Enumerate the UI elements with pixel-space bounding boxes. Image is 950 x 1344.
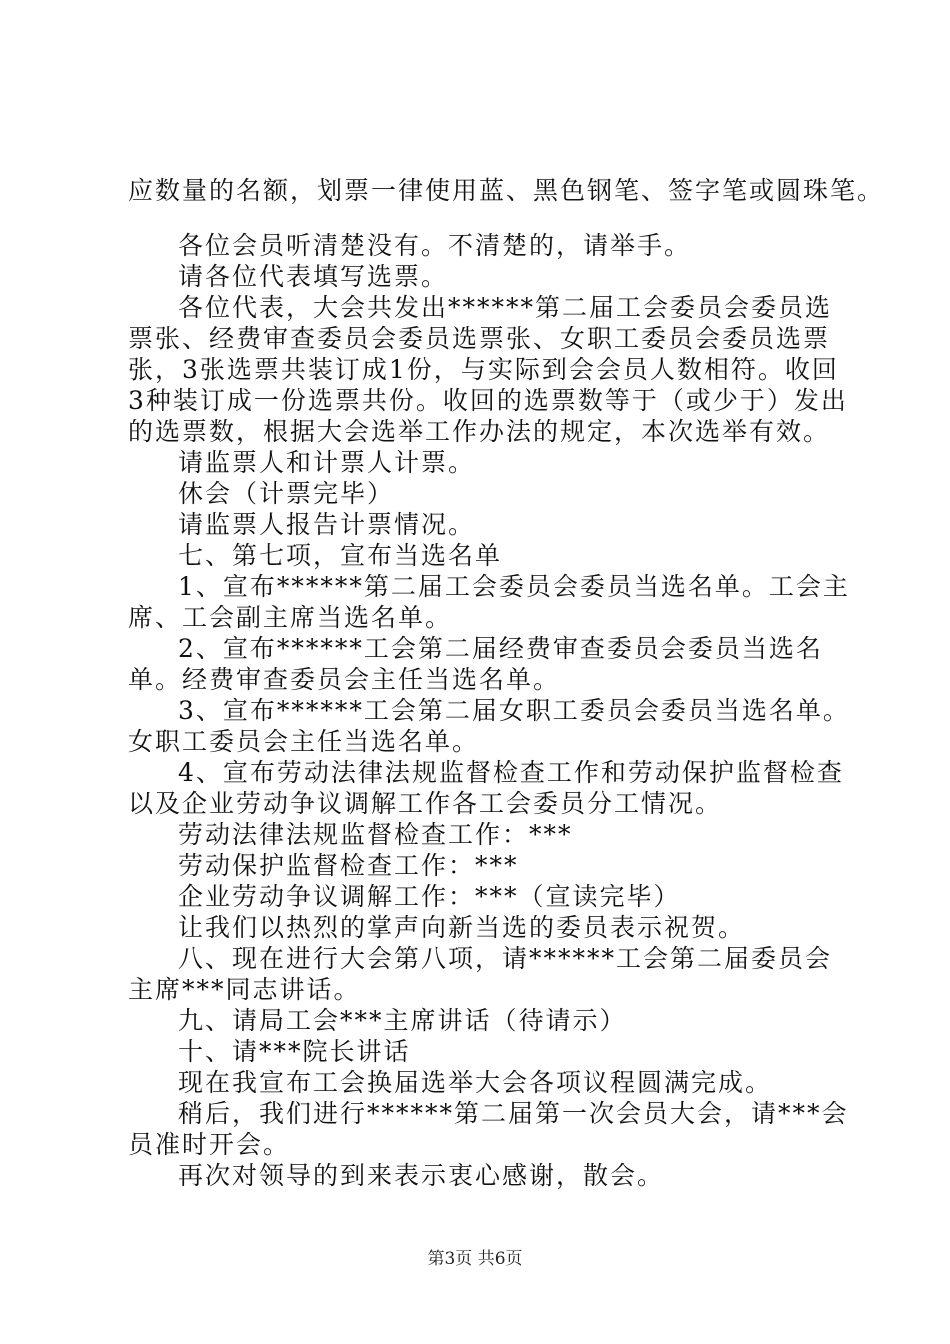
page-number-footer: 第3页 共6页 [427, 1249, 523, 1269]
section-heading: 十、请***院长讲话 [178, 1037, 411, 1066]
paragraph: 企业劳动争议调解工作：***（宣读完毕） [178, 882, 681, 911]
paragraph: 请监票人和计票人计票。 [178, 448, 476, 477]
paragraph: 再次对领导的到来表示衷心感谢，散会。 [178, 1161, 665, 1190]
paragraph [128, 292, 853, 447]
section-heading: 九、请局工会***主席讲话（待请示） [178, 1006, 627, 1035]
paragraph: 劳动保护监督检查工作：*** [178, 851, 519, 880]
paragraph: 让我们以热烈的掌声向新当选的委员表示祝贺。 [178, 913, 746, 942]
paragraph: 4、宣布劳动法律法规监督检查工作和劳动保护监督检查以及企业劳动争议调解工作各工会委员分工情况。 [128, 758, 844, 818]
paragraph: 请各位代表填写选票。 [178, 262, 449, 291]
paragraph: 应数量的名额，划票一律使用蓝、黑色钢笔、签字笔或圆珠笔。 [128, 176, 885, 205]
paragraph: 现在我宣布工会换届选举大会各项议程圆满完成。 [178, 1068, 773, 1097]
paragraph: 请监票人报告计票情况。 [178, 510, 476, 539]
paragraph: 2、宣布******工会第二届经费审查委员会委员当选名单。经费审查委员会主任当选名单。 [128, 634, 823, 694]
paragraph: 各位会员听清楚没有。不清楚的，请举手。 [178, 231, 692, 260]
paragraph: 休会（计票完毕） [178, 479, 395, 508]
section-heading: 八、现在进行大会第八项，请******工会第二届委员会主席***同志讲话。 [128, 944, 833, 1004]
paragraph: 1、宣布******第二届工会委员会委员当选名单。工会主席、工会副主席当选名单。 [128, 572, 850, 632]
section-heading: 七、第七项，宣布当选名单 [178, 541, 503, 570]
paragraph: 劳动法律法规监督检查工作：*** [178, 820, 573, 849]
paragraph: 稍后，我们进行******第二届第一次会员大会，请***会员准时开会。 [128, 1099, 849, 1159]
document-body [128, 175, 885, 1191]
paragraph-text: 各位代表，大会共发出******第二届工会委员会委员选票张、经费审查委员会委员选票张、女职工委员会委员选票张，3张选票共装订成1份，与实际到会会员人数相符。收回3种装订成一份选票共份。收回的选票数等于（或少于）发出的选票数，根据大会选举工作办法的规定，本次选举有效。 [128, 293, 848, 446]
paragraph: 3、宣布******工会第二届女职工委员会委员当选名单。女职工委员会主任当选名单。 [128, 696, 850, 756]
